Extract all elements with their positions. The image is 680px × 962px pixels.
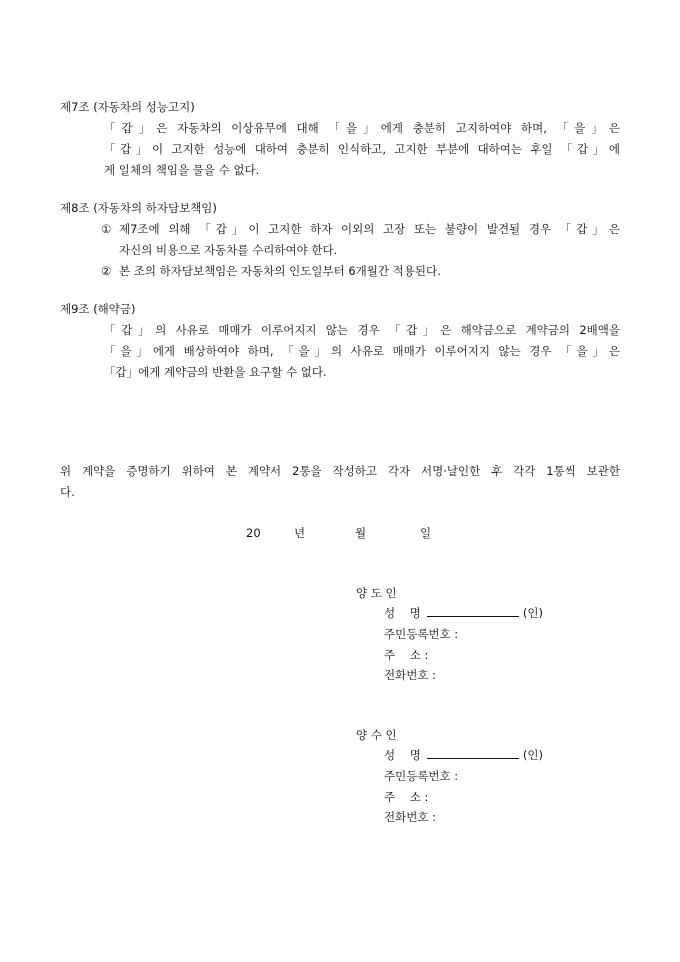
- article-8-item-2-marker: ②: [101, 264, 112, 278]
- transferee-address-label: 주 소 :: [384, 790, 429, 804]
- transferor-name-label: 성 명: [384, 606, 421, 620]
- article-8-item-1-line-1: 제7조에 의해 「갑」이 고지한 하자 이외의 고장 또는 불량이 발견될 경우 「갑」은: [119, 222, 620, 236]
- transferor-address-label: 주 소 :: [384, 648, 429, 662]
- transferee-id-label: 주민등록번호 :: [384, 769, 459, 783]
- date-month-label: 월: [355, 526, 367, 540]
- closing-line-2: 다.: [60, 485, 75, 499]
- article-9-line-2: 「을」에게 배상하여야 하며, 「을」의 사유로 매매가 이루어지지 않는 경우 「을」은: [104, 344, 620, 358]
- transferor-seal: (인): [522, 606, 543, 620]
- transferee-name-label: 성 명: [384, 748, 421, 762]
- transferor-name-blank: [427, 606, 519, 617]
- transferee-name-row: [384, 748, 543, 762]
- article-9-line-1: 「갑」의 사유로 매매가 이루어지지 않는 경우 「갑」은 해약금으로 계약금의 2배액을: [104, 323, 620, 337]
- article-7-line-1: 「갑」은 자동차의 이상유무에 대해 「을」에게 충분히 고지하여야 하며, 「을」은: [104, 121, 620, 135]
- article-8-item-1-marker: ①: [101, 222, 112, 236]
- article-8-item-1-line-2: 자신의 비용으로 자동차를 수리하여야 한다.: [119, 243, 338, 257]
- transferor-name-row: [384, 606, 543, 620]
- article-8-title: 제8조 (자동차의 하자담보책임): [60, 201, 217, 215]
- transferee-role: 양 수 인: [356, 728, 397, 742]
- transferee-name-blank: [427, 748, 519, 759]
- article-7-line-2: 「갑」이 고지한 성능에 대하여 충분히 인식하고, 고지한 부분에 대하여는 후일 「갑」에: [104, 142, 620, 156]
- transferor-phone-label: 전화번호 :: [384, 668, 436, 682]
- article-9-line-3: 「갑」에게 계약금의 반환을 요구할 수 없다.: [104, 365, 327, 379]
- transferor-role: 양 도 인: [356, 586, 397, 600]
- article-7-title: 제7조 (자동차의 성능고지): [60, 100, 195, 114]
- date-day-label: 일: [420, 526, 432, 540]
- date-year-prefix: 20: [246, 526, 261, 540]
- transferee-phone-label: 전화번호 :: [384, 810, 436, 824]
- transferee-seal: (인): [522, 748, 543, 762]
- article-8-item-2-line-1: 본 조의 하자담보책임은 자동차의 인도일부터 6개월간 적용된다.: [119, 264, 441, 278]
- article-9-title: 제9조 (해약금): [60, 302, 136, 316]
- closing-line-1: 위 계약을 증명하기 위하여 본 계약서 2통을 작성하고 각자 서명·날인한 후 각각 1통씩 보관한: [60, 464, 620, 478]
- article-7-line-3: 게 일체의 책임을 물을 수 없다.: [104, 163, 260, 177]
- date-year-label: 년: [294, 526, 306, 540]
- transferor-id-label: 주민등록번호 :: [384, 627, 459, 641]
